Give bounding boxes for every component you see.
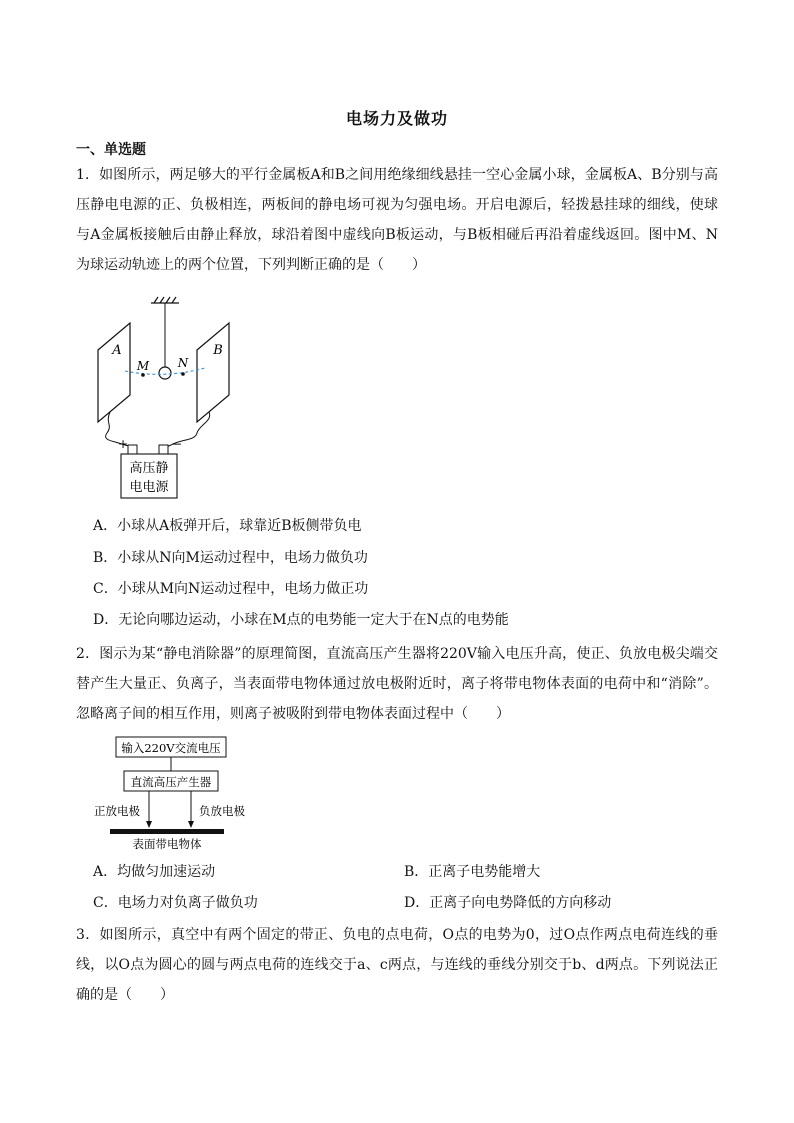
input-voltage-label: 输入220V交流电压	[121, 741, 221, 755]
q1-option-c: C．小球从M向N运动过程中，电场力做正功	[93, 581, 369, 597]
charged-surface-label: 表面带电物体	[132, 837, 202, 851]
question-3-stem: 3．如图所示，真空中有两个固定的带正、负电的点电荷，O点的电势为0，过O点作两点电荷连线的垂线，以O点为圆心的圆与两点电荷的连线交于a、c两点，与连线的垂线分别交于b、d两点。下列说法正确的是（ ）	[76, 927, 718, 1003]
q2-option-a: A．均做匀加速运动	[93, 864, 216, 880]
negative-electrode-label: 负放电极	[199, 804, 245, 818]
positive-terminal	[128, 445, 137, 454]
positive-electrode-label: 正放电极	[94, 804, 140, 818]
question-2-figure	[90, 733, 260, 853]
negative-terminal	[159, 445, 168, 454]
plate-a-label: A	[112, 343, 122, 358]
plate-b-label: B	[213, 343, 223, 358]
section-heading: 一、单选题	[76, 142, 146, 158]
q2-option-d: D．正离子向电势降低的方向移动	[404, 895, 612, 911]
point-m-dot	[141, 373, 145, 377]
positive-sign: +	[117, 437, 129, 451]
point-m-label: M	[136, 359, 150, 373]
q1-option-b: B．小球从N向M运动过程中，电场力做负功	[93, 550, 368, 566]
q2-option-b: B．正离子电势能增大	[404, 864, 541, 880]
point-n-dot	[181, 372, 185, 376]
hv-source-label-line2: 电电源	[129, 480, 169, 495]
q1-option-a: A．小球从A板弹开后，球靠近B板侧带负电	[93, 518, 362, 534]
page-title: 电场力及做功	[345, 109, 448, 128]
question-1-stem: 1．如图所示，两足够大的平行金属板A和B之间用绝缘细线悬挂一空心金属小球，金属板A、B分别与高压静电电源的正、负极相连，两板间的静电场可视为匀强电场。开启电源后，轻拨悬挂球的细线，使球与A金属板接触后由静止释放，球沿着图中虚线向B板运动，与B板相碰后再沿着虚线返回。图中M、N为球运动轨迹上的两个位置，下列判断正确的是（ ）	[76, 167, 718, 273]
q2-option-c: C．电场力对负离子做负功	[93, 895, 258, 911]
plate-b	[197, 323, 229, 422]
dc-generator-label: 直流高压产生器	[130, 775, 212, 789]
question-1-figure	[85, 295, 245, 505]
plate-a	[98, 323, 130, 422]
question-2-stem: 2．图示为某“静电消除器”的原理简图，直流高压产生器将220V输入电压升高，使正、负放电极尖端交替产生大量正、负离子，当表面带电物体通过放电极附近时，离子将带电物体表面的电荷中和“消除”。忽略离子间的相互作用，则离子被吸附到带电物体表面过程中（ ）	[76, 646, 718, 722]
metal-ball	[159, 367, 171, 379]
charged-surface-bar	[110, 829, 224, 834]
q1-option-d: D．无论向哪边运动，小球在M点的电势能一定大于在N点的电势能	[93, 612, 509, 628]
negative-sign: −	[171, 437, 183, 451]
hv-source-label-line1: 高压静	[129, 461, 169, 476]
point-n-label: N	[177, 356, 189, 370]
wire-negative	[163, 412, 210, 453]
ceiling-support	[151, 297, 179, 303]
